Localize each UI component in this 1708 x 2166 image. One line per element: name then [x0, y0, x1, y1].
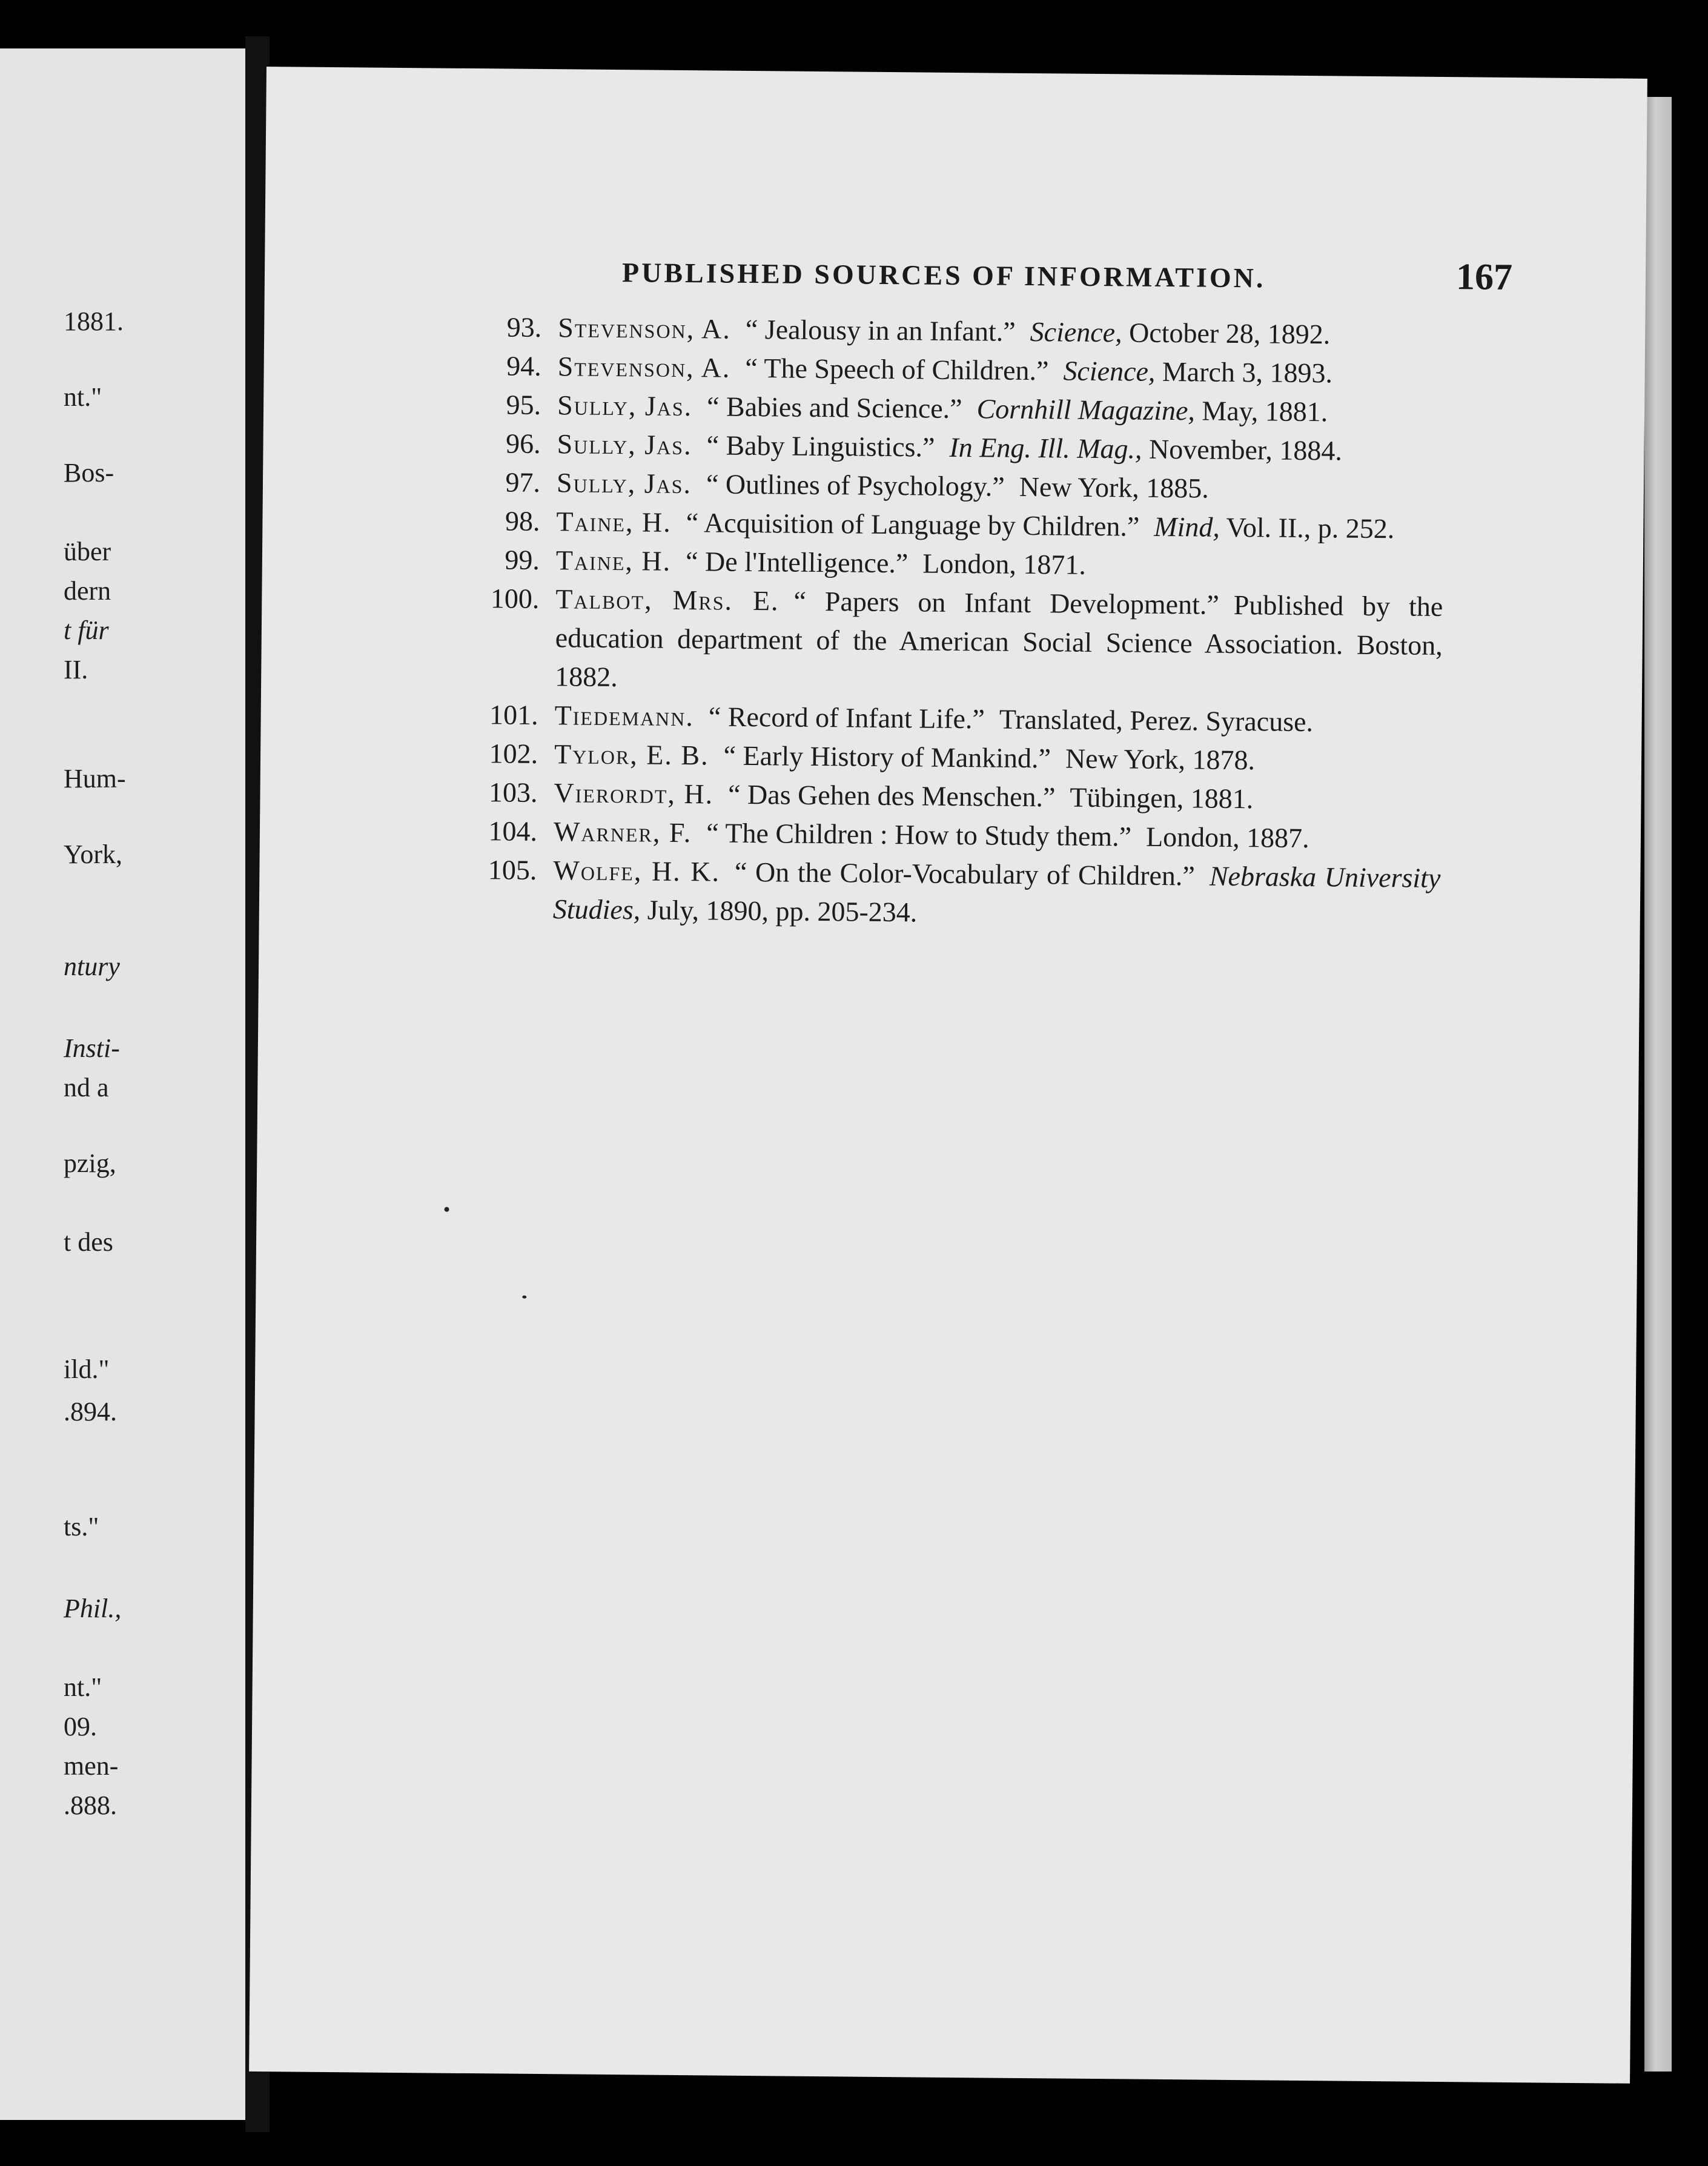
left-page-fragment: Hum- — [64, 764, 126, 793]
left-page-fragment: York, — [64, 840, 123, 869]
entry-number: 102. — [489, 738, 538, 769]
left-page-fragment: ts." — [64, 1512, 99, 1542]
entry-title: “ Das Gehen des Menschen.” — [727, 778, 1056, 813]
entry-author: Warner, F. — [553, 816, 692, 849]
entry-publication: Mind, — [1154, 511, 1220, 543]
left-page-fragment: über — [64, 537, 111, 566]
bibliography-entry — [459, 850, 1441, 936]
left-page-fragment: nt." — [64, 382, 102, 412]
left-page-fragment: 09. — [64, 1712, 97, 1741]
entry-author: Stevenson, A. — [558, 312, 732, 345]
entry-number: 103. — [488, 777, 538, 808]
entry-author: Vierordt, H. — [554, 777, 714, 810]
entry-title: “ Jealousy in an Infant.” — [745, 313, 1016, 347]
entry-number: 99. — [505, 544, 540, 575]
left-page-fragment: Bos- — [64, 458, 114, 488]
entry-details: Published by the education department of the American Social Science Association. Boston, 1882. — [555, 589, 1443, 693]
entry-number: 104. — [488, 815, 538, 847]
entry-details: July, 1890, pp. 205-234. — [647, 894, 918, 928]
left-page-fragment: ild." — [64, 1354, 110, 1384]
page-number: 167 — [1455, 256, 1513, 298]
entry-details: November, 1884. — [1148, 433, 1343, 466]
entry-number: 95. — [506, 389, 541, 420]
entry-author: Sully, Jas. — [556, 467, 692, 500]
entry-author: Talbot, Mrs. E. — [555, 583, 780, 617]
entry-details: New York, 1885. — [1019, 471, 1210, 504]
entry-title: “ Babies and Science.” — [706, 391, 962, 425]
left-page-fragment: .888. — [64, 1790, 117, 1820]
page-edge — [1644, 97, 1672, 2072]
left-page-fragment: dern — [64, 576, 111, 606]
entry-author: Sully, Jas. — [557, 389, 693, 422]
entry-details: October 28, 1892. — [1128, 317, 1331, 350]
entry-author: Tylor, E. B. — [554, 738, 709, 771]
entry-title: “ Outlines of Psychology.” — [706, 468, 1005, 502]
entry-details: Tübingen, 1881. — [1070, 781, 1254, 815]
left-page-fragment: t des — [64, 1227, 113, 1257]
left-page-fragment: 1881. — [64, 306, 124, 336]
left-page-fragment: pzig, — [64, 1148, 116, 1178]
bibliography-list — [459, 308, 1446, 936]
entry-details: London, 1871. — [922, 548, 1087, 580]
entry-title: “ Early History of Mankind.” — [723, 740, 1051, 774]
entry-publication: Science, — [1030, 316, 1122, 348]
entry-details: May, 1881. — [1202, 395, 1328, 428]
entry-author: Taine, H. — [556, 506, 672, 538]
entry-number: 94. — [506, 350, 541, 382]
left-page-fragment: ntury — [64, 952, 120, 981]
entry-title: “ Baby Linguistics.” — [706, 429, 935, 463]
entry-details: New York, 1878. — [1065, 743, 1256, 776]
entry-details: Translated, Perez. Syracuse. — [999, 703, 1314, 738]
entry-author: Tiedemann. — [554, 700, 695, 732]
entry-publication: Nebraska University Studies, — [552, 860, 1441, 926]
entry-number: 97. — [505, 466, 541, 498]
running-title: PUBLISHED SOURCES OF INFORMATION. — [621, 257, 1266, 294]
left-page-fragment: Insti- — [64, 1033, 120, 1063]
ink-speck — [522, 1296, 526, 1299]
left-page-fragment: II. — [64, 655, 88, 684]
entry-details: London, 1887. — [1145, 821, 1309, 854]
entry-author: Sully, Jas. — [557, 428, 692, 461]
entry-title: “ De l'Intelligence.” — [685, 546, 909, 579]
left-page-fragment: nd a — [64, 1073, 109, 1102]
entry-title: “ Record of Infant Life.” — [708, 701, 985, 735]
left-page-fragment: men- — [64, 1751, 119, 1781]
bibliography-entry — [461, 579, 1443, 704]
ink-speck — [445, 1207, 449, 1212]
left-facing-page — [0, 48, 245, 2120]
entry-publication: Science, — [1063, 355, 1156, 387]
entry-title: “ On the Color-Vocabulary of Children.” — [734, 856, 1196, 892]
left-page-fragment: nt." — [64, 1672, 102, 1702]
entry-number: 105. — [488, 854, 537, 886]
entry-number: 100. — [490, 583, 540, 614]
entry-number: 96. — [505, 428, 541, 459]
entry-publication: Cornhill Magazine, — [976, 393, 1196, 426]
entry-title: “ The Speech of Children.” — [745, 352, 1049, 386]
entry-number: 101. — [489, 699, 538, 730]
left-page-fragment: .894. — [64, 1397, 117, 1426]
page-header — [622, 248, 1513, 299]
entry-title: “ The Children : How to Study them.” — [706, 817, 1132, 852]
entry-title: “ Acquisition of Language by Children.” — [686, 507, 1140, 542]
entry-publication: In Eng. Ill. Mag., — [949, 431, 1142, 465]
left-page-fragment: t für — [64, 615, 109, 645]
left-page-fragment: Phil., — [64, 1594, 122, 1623]
entry-title: “ Papers on Infant Development.” — [793, 585, 1220, 620]
entry-details: Vol. II., p. 252. — [1226, 511, 1395, 545]
entry-number: 93. — [506, 311, 542, 343]
entry-author: Wolfe, H. K. — [553, 855, 721, 887]
book-page — [249, 67, 1647, 2084]
entry-details: March 3, 1893. — [1162, 356, 1333, 389]
entry-number: 98. — [505, 505, 540, 537]
entry-author: Taine, H. — [555, 545, 672, 577]
entry-author: Stevenson, A. — [557, 351, 731, 383]
